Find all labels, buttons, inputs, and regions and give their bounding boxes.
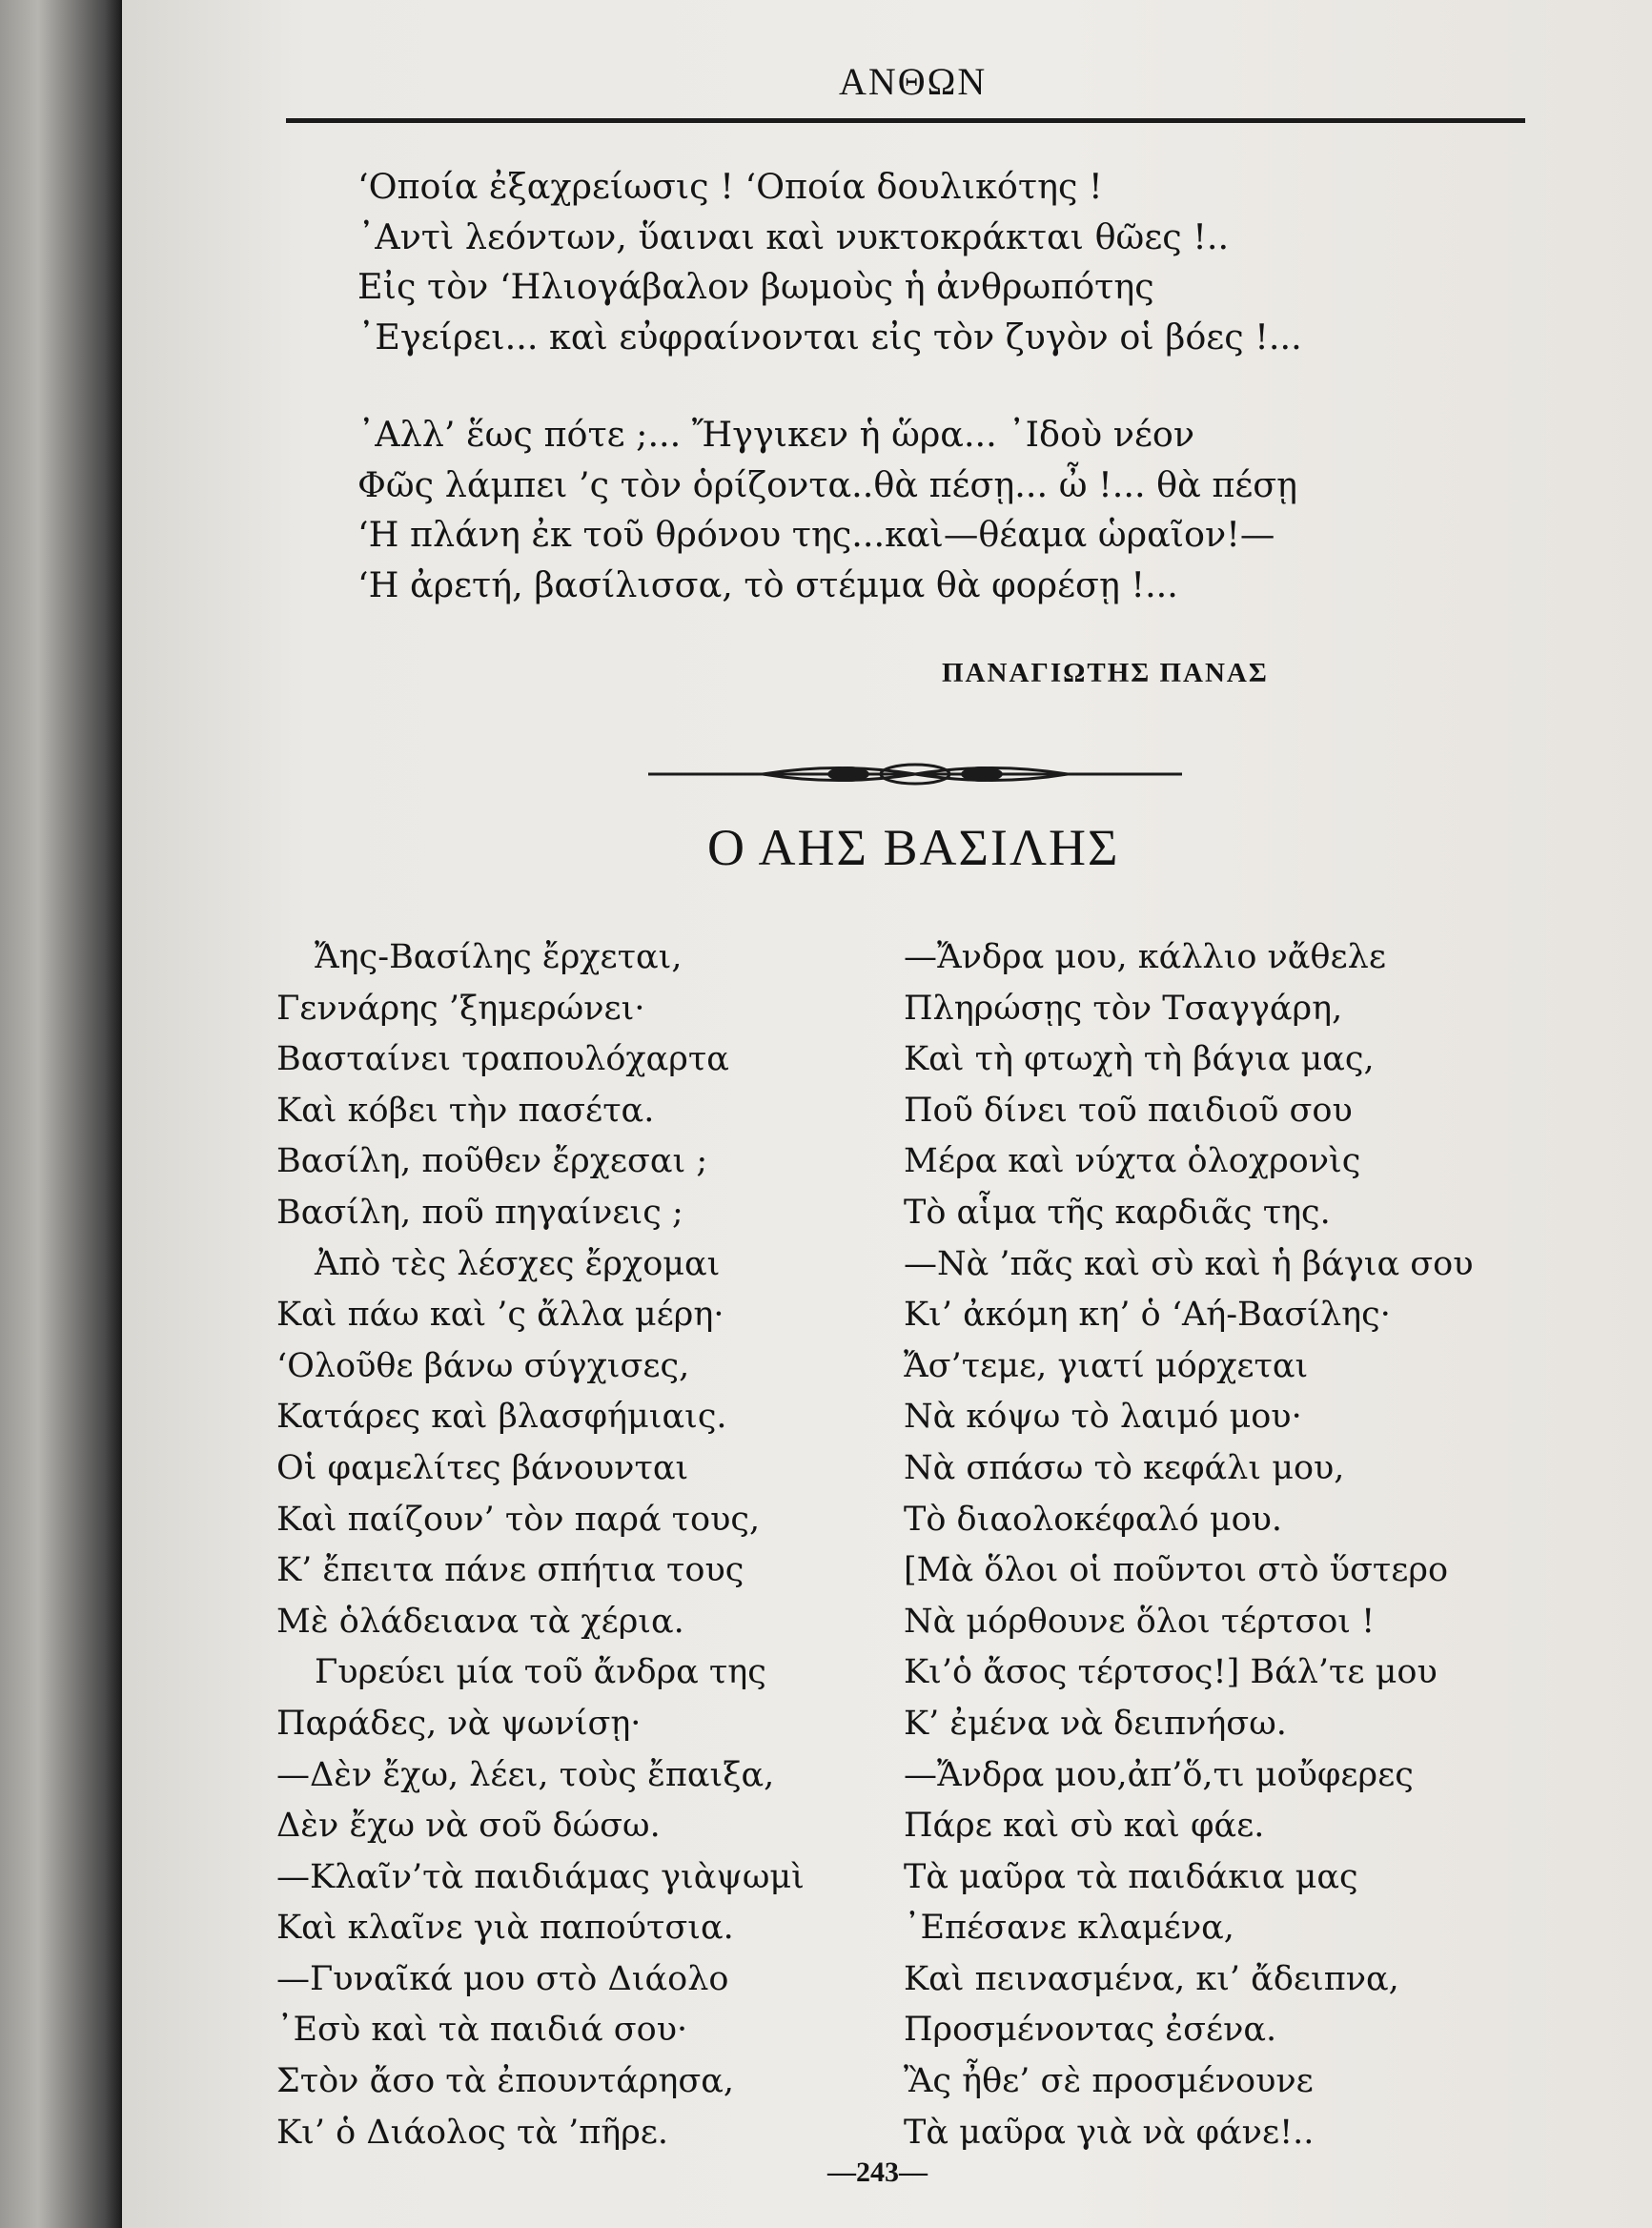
verse-line: Τὰ μαῦρα γιὰ νὰ φάνε!.. [904,2113,1315,2152]
verse-line: Πάρε καὶ σὺ καὶ φάε. [904,1807,1265,1846]
verse-line: Καὶ κόβει τὴν πασέτα. [276,1091,655,1130]
closing-stanza-1 [357,162,1302,362]
verse-line: ᾿Εγείρει... καὶ εὐφραίνονται εἰς τὸν ζυγὸν οἱ βόες !... [357,316,1302,358]
verse-line: Ἄης-Βασίλης ἔρχεται, [315,938,683,976]
verse-line: Κ’ ἐμένα νὰ δειπνήσω. [904,1704,1287,1743]
verse-line: —Γυναῖκά μου στὸ Διάολο [276,1959,729,1998]
poem-left-column [276,932,805,2158]
verse-line: Δὲν ἔχω νὰ σοῦ δώσω. [276,1807,661,1846]
verse-line: Τὸ αἷμα τῆς καρδιᾶς της. [904,1193,1331,1232]
verse-line: —Ἄνδρα μου, κάλλιο νἄθελε [904,938,1386,976]
verse-line: Παράδες, νὰ ψωνίσῃ· [276,1704,642,1743]
verse-line: Ἂς ἦθε’ σὲ προσμένουνε [904,2062,1314,2101]
author-signature: ΠΑΝΑΓΙΩΤΗΣ ΠΑΝΑΣ [942,658,1269,688]
poem-title: Ο ΑΗΣ ΒΑΣΙΛΗΣ [707,819,1120,876]
book-spine-shadow [0,0,122,2228]
verse-line: —Κλαῖν’τὰ παιδιάμας γιὰψωμὶ [276,1857,805,1896]
verse-line: Νὰ μόρθουνε ὅλοι τέρτσοι ! [904,1602,1376,1641]
decorative-rule-ornament [648,758,1182,790]
verse-line: —Ἄνδρα μου,ἀπ’ὅ,τι μοὔφερες [904,1755,1414,1794]
verse-line: Πληρώσῃς τὸν Τσαγγάρη, [904,989,1343,1028]
verse-line: Εἰς τὸν ‘Ηλιογάβαλον βωμοὺς ἡ ἀνθρωπότης [357,266,1154,307]
verse-line: Καὶ τὴ φτωχὴ τὴ βάγια μας, [904,1040,1375,1079]
verse-line: ᾿Αντὶ λεόντων, ὕαιναι καὶ νυκτοκράκται θῶες !.. [357,215,1230,257]
verse-line: Ἀπὸ τὲς λέσχες ἔρχομαι [315,1244,721,1283]
verse-line: Καὶ παίζουν’ τὸν παρά τους, [276,1500,761,1539]
running-title: ΑΝΘΩΝ [839,60,988,103]
verse-line: Κι’ ὁ Διάολος τὰ ’πῆρε. [276,2113,669,2152]
verse-line: ‘Η ἀρετή, βασίλισσα, τὸ στέμμα θὰ φορέσῃ !... [357,563,1178,605]
verse-line: Καὶ κλαῖνε γιὰ παπούτσια. [276,1909,734,1948]
verse-line: Τὸ διαολοκέφαλό μου. [904,1500,1283,1539]
verse-line: Γεννάρης ’ξημερώνει· [276,989,645,1028]
verse-line: —Δὲν ἔχω, λέει, τοὺς ἔπαιξα, [276,1755,775,1794]
verse-line: Στὸν ἄσο τὰ ἐπουντάρησα, [276,2062,735,2101]
verse-line: Μὲ ὁλάδειανα τὰ χέρια. [276,1602,684,1641]
verse-line: Βασίλη, ποῦ πηγαίνεις ; [276,1193,683,1232]
verse-line: Καὶ πεινασμένα, κι’ ἄδειπνα, [904,1959,1399,1998]
closing-stanza-2 [357,410,1297,610]
verse-line: Ἄσ’τεμε, γιατί μόρχεται [904,1346,1309,1385]
verse-line: ᾿Αλλ’ ἕως πότε ;... Ἤγγικεν ἡ ὥρα... ᾿Ιδοὺ νέον [357,414,1195,455]
verse-line: Ποῦ δίνει τοῦ παιδιοῦ σου [904,1091,1353,1130]
verse-line: Κι’ὁ ἄσος τέρτσος!] Βάλ’τε μου [904,1653,1438,1692]
verse-line: Προσμένοντας ἐσένα. [904,2011,1277,2050]
verse-line: —Νὰ ’πᾶς καὶ σὺ καὶ ἡ βάγια σου [904,1244,1474,1283]
verse-line: Νὰ κόψω τὸ λαιμό μου· [904,1398,1302,1437]
page-number: —243— [827,2156,928,2188]
verse-line: ‘Η πλάνη ἐκ τοῦ θρόνου της...καὶ—θέαμα ὡραῖον!— [357,514,1275,555]
verse-line: Κ’ ἔπειτα πάνε σπήτια τους [276,1551,744,1590]
verse-line: ‘Ολοῦθε βάνω σύγχισες, [276,1346,690,1385]
verse-line: Τὰ μαῦρα τὰ παιδάκια μας [904,1857,1358,1896]
verse-line: Γυρεύει μία τοῦ ἄνδρα της [315,1653,766,1692]
verse-line: Φῶς λάμπει ’ς τὸν ὁρίζοντα..θὰ πέσῃ... ὦ !... θὰ πέσῃ [357,463,1298,505]
poem-right-column [904,932,1474,2158]
verse-line: Νὰ σπάσω τὸ κεφάλι μου, [904,1448,1345,1487]
verse-line: Οἱ φαμελίτες βάνουνται [276,1448,689,1487]
verse-line: Καὶ πάω καὶ ’ς ἄλλα μέρη· [276,1296,724,1335]
header-rule [286,118,1525,123]
verse-line: ‘Οποία ἐξαχρείωσις ! ‘Οποία δουλικότης ! [357,166,1103,207]
verse-line: ᾿Εσὺ καὶ τὰ παιδιά σου· [276,2011,688,2050]
verse-line: Βασταίνει τραπουλόχαρτα [276,1040,729,1079]
verse-line: [Μὰ ὅλοι οἱ ποῦντοι στὸ ὕστερο [904,1551,1449,1590]
verse-line: Κατάρες καὶ βλασφήμιαις. [276,1398,727,1437]
verse-line: Κι’ ἀκόμη κη’ ὁ ‘Αή-Βασίλης· [904,1296,1391,1335]
verse-line: ᾿Επέσανε κλαμένα, [904,1909,1234,1948]
verse-line: Μέρα καὶ νύχτα ὁλοχρονὶς [904,1142,1361,1181]
verse-line: Βασίλη, ποῦθεν ἔρχεσαι ; [276,1142,708,1181]
